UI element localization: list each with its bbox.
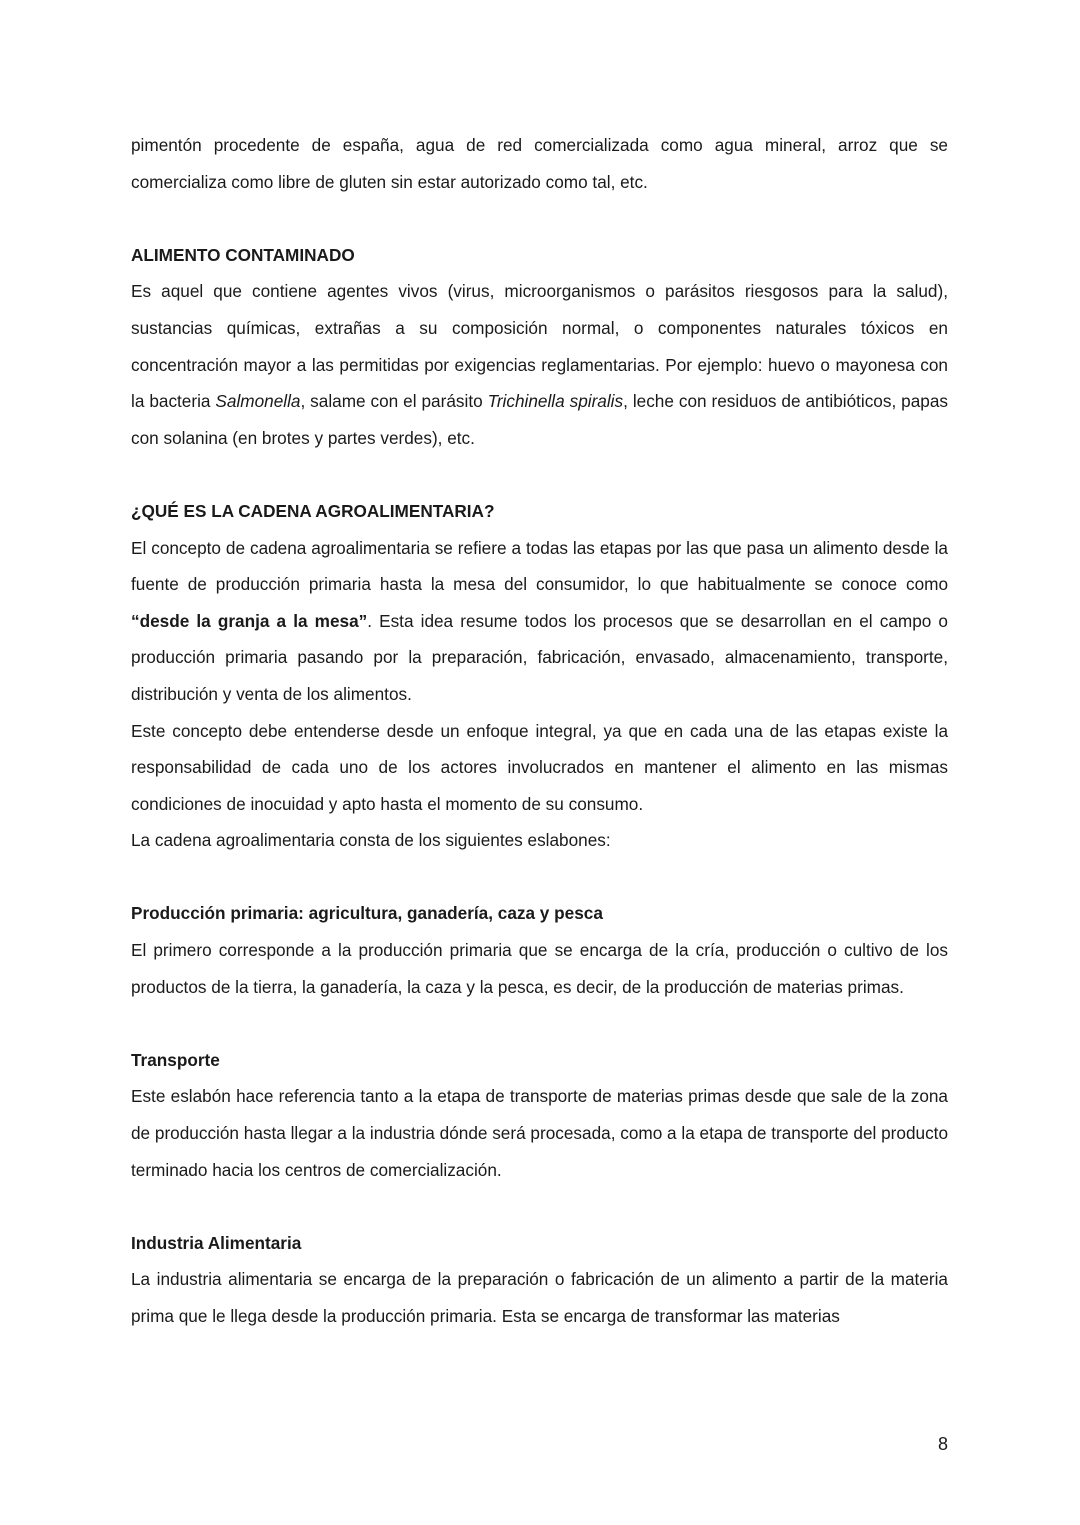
spacer [131, 1005, 948, 1042]
spacer [131, 456, 948, 493]
spacer [131, 200, 948, 237]
section-heading-produccion: Producción primaria: agricultura, ganadería, caza y pesca [131, 903, 603, 924]
spacer [131, 859, 948, 896]
page-number: 8 [937, 1434, 948, 1454]
intro-paragraph: pimentón procedente de españa, agua de red comercializada como agua mineral, arroz que se comercializa como libre de gluten sin estar autorizado como tal, etc. [131, 135, 948, 192]
spacer [131, 1188, 948, 1225]
section-heading-contaminado: ALIMENTO CONTAMINADO [131, 244, 355, 265]
section-heading-transporte: Transporte [131, 1049, 220, 1070]
cadena-bold-phrase: “desde la granja a la mesa” [131, 610, 368, 631]
section-heading-cadena: ¿QUÉ ES LA CADENA AGROALIMENTARIA? [131, 500, 495, 521]
contaminado-paragraph [131, 273, 948, 456]
cadena-paragraph-1 [131, 530, 948, 713]
term-trichinella: Trichinella spiralis [487, 391, 624, 412]
contaminado-text-3: , leche con residuos de antibióticos, papas con solanina (en brotes y partes verdes), etc. [131, 391, 949, 448]
industria-paragraph: La industria alimentaria se encarga de la preparación o fabricación de un alimento a partir de la materia prima que le llega desde la producción primaria. Esta se encarga de transformar las materias [131, 1269, 948, 1326]
document-body [131, 127, 948, 1335]
cadena-paragraph-3: La cadena agroalimentaria consta de los siguientes eslabones: [131, 830, 611, 851]
cadena-paragraph-2: Este concepto debe entenderse desde un enfoque integral, ya que en cada una de las etapas existe la responsabilidad de cada uno de los actores involucrados en mantener el alimento en las mismas condiciones de inocuidad y apto hasta el momento de su consumo. [131, 720, 948, 814]
section-heading-industria: Industria Alimentaria [131, 1232, 302, 1253]
produccion-paragraph: El primero corresponde a la producción primaria que se encarga de la cría, producción o cultivo de los productos de la tierra, la ganadería, la caza y la pesca, es decir, de la producción de materias primas. [131, 940, 948, 997]
contaminado-text-2: , salame con el parásito [300, 391, 488, 412]
term-salmonella: Salmonella [215, 391, 301, 412]
transporte-paragraph: Este eslabón hace referencia tanto a la etapa de transporte de materias primas desde que sale de la zona de producción hasta llegar a la industria dónde será procesada, como a la etapa de transporte del producto terminado hacia los centros de comercialización. [131, 1086, 948, 1180]
cadena-text-1b: . Esta idea resume todos los procesos que se desarrollan en el campo o producción primaria pasando por la preparación, fabricación, envasado, almacenamiento, transporte, distribución y venta de los alimentos. [131, 610, 948, 704]
contaminado-text-1: Es aquel que contiene agentes vivos (virus, microorganismos o parásitos riesgosos para la salud), sustancias químicas, extrañas a su composición normal, o componentes naturales tóxicos en concentración mayor a las permitidas por exigencias reglamentarias. Por ejemplo: huevo o mayonesa con la bacteria [131, 281, 948, 412]
cadena-text-1a: El concepto de cadena agroalimentaria se refiere a todas las etapas por las que pasa un alimento desde la fuente de producción primaria hasta la mesa del consumidor, lo que habitualmente se conoce como [131, 537, 948, 595]
